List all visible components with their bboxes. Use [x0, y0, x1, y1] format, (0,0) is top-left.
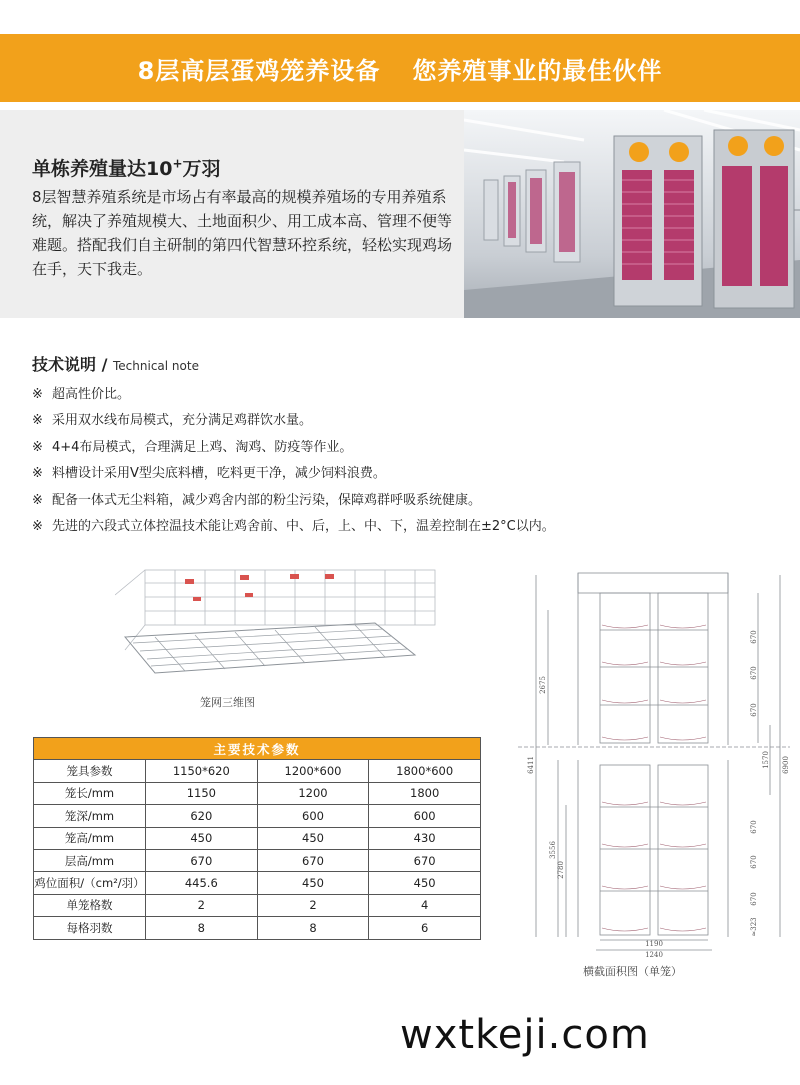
cross-section-caption: 横截面积图（单笼） [583, 965, 682, 978]
list-item: ※ 采用双水线布局模式，充分满足鸡群饮水量。 [32, 408, 555, 434]
tech-note-list [32, 382, 555, 540]
reference-mark-icon: ※ [32, 492, 43, 508]
table-cell: 450 [257, 872, 369, 894]
table-cell: 笼深/mm [34, 805, 146, 827]
reference-mark-icon: ※ [32, 439, 43, 455]
intro-body: 8层智慧养殖系统是市场占有率最高的规模养殖场的专用养殖系统，解决了养殖规模大、土地面积少、用工成本高、管理不便等难题。搭配我们自主研制的第四代智慧环控系统，轻松实现鸡场在手，天下我走。 [32, 188, 453, 278]
table-cell: 8 [146, 917, 258, 939]
cross-section-drawing [518, 565, 790, 960]
table-row [34, 917, 481, 939]
table-cell: 1150 [146, 782, 258, 804]
site-watermark: wxtkeji.com [400, 1012, 650, 1058]
table-cell: 8 [257, 917, 369, 939]
dim-tier: 670 [750, 892, 758, 906]
table-row [34, 894, 481, 916]
table-cell: 620 [146, 805, 258, 827]
dim-right-total: 6900 [782, 756, 790, 774]
table-cell: 450 [257, 827, 369, 849]
table-cell: 6 [369, 917, 481, 939]
tech-note-heading: 技术说明 / Technical note [32, 355, 199, 374]
reference-mark-icon: ※ [32, 387, 43, 402]
table-cell: 1800*600 [369, 760, 481, 782]
table-cell: 1150*620 [146, 760, 258, 782]
table-cell: 600 [369, 805, 481, 827]
list-item: ※ 料槽设计采用V型尖底料槽，吃料更干净，减少饲料浪费。 [32, 461, 555, 487]
reference-mark-icon: ※ [32, 466, 43, 482]
dim-tier: 670 [750, 855, 758, 869]
table-cell: 670 [369, 849, 481, 871]
dim-upper-total: 2675 [539, 676, 547, 694]
table-cell: 鸡位面积/（cm²/羽） [34, 872, 146, 894]
table-cell: 笼高/mm [34, 827, 146, 849]
table-cell: 单笼格数 [34, 894, 146, 916]
table-row [34, 805, 481, 827]
reference-mark-icon: ※ [32, 518, 43, 534]
table-cell: 1200 [257, 782, 369, 804]
dim-width-outer: 1240 [645, 951, 663, 959]
dim-right-mid: 1570 [762, 751, 770, 769]
dim-tier: 670 [750, 820, 758, 834]
table-cell: 每格羽数 [34, 917, 146, 939]
table-title: 主要技术参数 [34, 738, 481, 760]
banner-title: 8层高层蛋鸡笼养设备 [137, 56, 381, 85]
table-cell: 670 [257, 849, 369, 871]
dim-lower-inner: 2780 [557, 861, 565, 879]
cage-3d-caption: 笼网三维图 [200, 696, 255, 709]
table-cell: 600 [257, 805, 369, 827]
table-cell: 2 [257, 894, 369, 916]
intro-section [0, 110, 800, 318]
dim-left-total: 6411 [527, 756, 535, 774]
list-item: ※ 先进的六段式立体控温技术能让鸡舍前、中、后，上、中、下，温差控制在±2°C以内。 [32, 514, 555, 540]
table-cell: 430 [369, 827, 481, 849]
table-cell: 4 [369, 894, 481, 916]
table-row [34, 849, 481, 871]
list-item: ※ 超高性价比。 [32, 382, 555, 408]
table-row [34, 872, 481, 894]
dim-width-inner: 1190 [645, 940, 663, 948]
table-cell: 445.6 [146, 872, 258, 894]
table-cell: 1800 [369, 782, 481, 804]
cage-3d-diagram [115, 565, 445, 685]
table-row [34, 827, 481, 849]
banner-slogan: 您养殖事业的最佳伙伴 [412, 56, 663, 85]
table-title-row [34, 738, 481, 760]
top-banner [0, 34, 800, 102]
parameters-table [33, 737, 481, 940]
poultry-house-photo [464, 110, 800, 318]
reference-mark-icon: ※ [32, 413, 43, 429]
list-item: ※ 4+4布局模式，合理满足上鸡、淘鸡、防疫等作业。 [32, 435, 555, 461]
table-cell: 450 [146, 827, 258, 849]
table-row [34, 782, 481, 804]
table-cell: 670 [146, 849, 258, 871]
dim-bottom: ≈323 [750, 917, 758, 937]
dim-tier: 670 [750, 666, 758, 680]
intro-title: 单栋养殖量达10+万羽 [32, 156, 221, 180]
table-cell: 2 [146, 894, 258, 916]
table-cell: 1200*600 [257, 760, 369, 782]
table-cell: 笼长/mm [34, 782, 146, 804]
list-item: ※ 配备一体式无尘料箱，减少鸡舍内部的粉尘污染，保障鸡群呼吸系统健康。 [32, 488, 555, 514]
dim-lower-total: 3556 [549, 841, 557, 859]
table-cell: 450 [369, 872, 481, 894]
dim-tier: 670 [750, 703, 758, 717]
table-cell: 笼具参数 [34, 760, 146, 782]
table-header-row [34, 760, 481, 782]
table-cell: 层高/mm [34, 849, 146, 871]
dim-tier: 670 [750, 630, 758, 644]
